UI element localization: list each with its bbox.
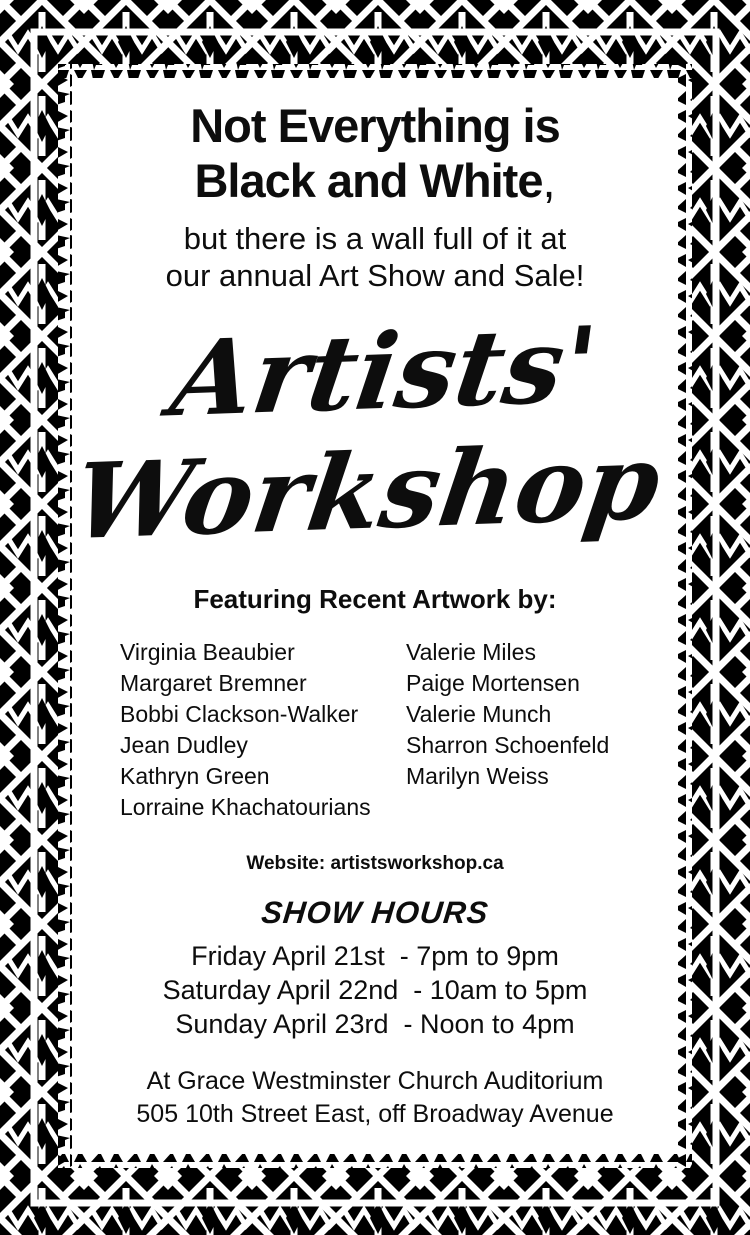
subtitle <box>58 220 692 294</box>
artist-name: Sharron Schoenfeld <box>406 732 610 758</box>
website-line: Website: artistsworkshop.ca <box>246 853 504 874</box>
artist-list-right-column <box>406 637 609 823</box>
artist-name: Kathryn Green <box>120 763 270 789</box>
logo-line-1: Artists' <box>164 302 604 441</box>
artist-list-left-column <box>120 637 406 823</box>
artist-name: Marilyn Weiss <box>406 763 549 789</box>
artist-name: Lorraine Khachatourians <box>120 794 371 820</box>
artist-name: Paige Mortensen <box>406 670 580 696</box>
venue-address <box>58 1065 692 1131</box>
artist-name: Jean Dudley <box>120 732 248 758</box>
show-hours-line: Sunday April 23rd - Noon to 4pm <box>175 1009 575 1039</box>
artist-name: Virginia Beaubier <box>120 639 295 665</box>
artist-name: Valerie Munch <box>406 701 552 727</box>
title-line-2-comma: , <box>542 154 556 207</box>
artists-workshop-logo <box>39 302 710 567</box>
title-line-2-bold: Black and White <box>194 154 543 207</box>
logo-line-2: Workshop <box>66 419 668 564</box>
show-hours-line: Friday April 21st - 7pm to 9pm <box>191 941 559 971</box>
show-hours-line: Saturday April 22nd - 10am to 5pm <box>162 975 588 1005</box>
artist-list <box>120 637 692 823</box>
subtitle-line-2: our annual Art Show and Sale! <box>165 258 585 293</box>
artist-name: Margaret Bremner <box>120 670 307 696</box>
artist-name: Valerie Miles <box>406 639 536 665</box>
title-line-2 <box>58 153 692 208</box>
subtitle-line-1: but there is a wall full of it at <box>183 221 567 256</box>
show-hours-heading: SHOW HOURS <box>259 895 491 930</box>
venue-line-1: At Grace Westminster Church Auditorium <box>146 1067 604 1095</box>
poster-content <box>58 64 692 1168</box>
title-line-1: Not Everything is <box>190 99 560 152</box>
featuring-heading: Featuring Recent Artwork by: <box>193 584 557 614</box>
page-title <box>58 98 692 208</box>
artist-name: Bobbi Clackson-Walker <box>120 701 359 727</box>
venue-line-2: 505 10th Street East, off Broadway Avenue <box>136 1100 614 1128</box>
show-hours-list <box>58 939 692 1041</box>
